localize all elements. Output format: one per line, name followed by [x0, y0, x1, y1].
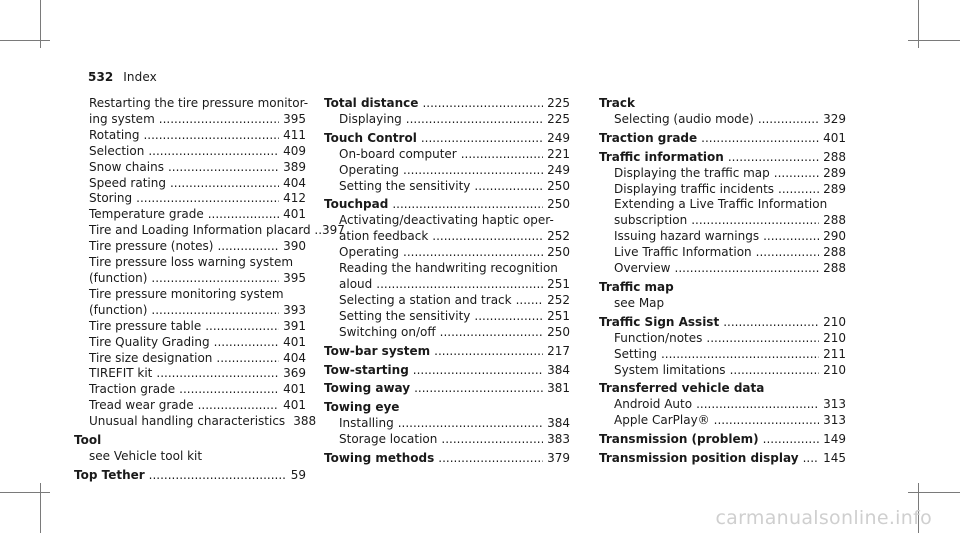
leader-dots [758, 112, 819, 128]
leader-dots [441, 432, 543, 448]
entry-text: Touchpad [324, 197, 389, 212]
index-subentry [324, 229, 570, 245]
entry-text: Traffic map [599, 279, 674, 294]
page-reference: 390 [283, 239, 306, 254]
leader-dots [179, 382, 279, 398]
leader-dots [208, 207, 279, 223]
index-subentry [599, 413, 846, 429]
page-reference: 388 [293, 414, 317, 429]
leader-dots [675, 261, 820, 277]
index-heading [324, 344, 570, 360]
index-heading [324, 451, 570, 467]
index-subentry [599, 347, 846, 363]
index-subentry [324, 112, 570, 128]
page-reference: 225 [547, 96, 570, 110]
page-reference: 225 [547, 111, 570, 126]
entry-text: Towing eye [324, 400, 400, 415]
leader-dots [434, 344, 543, 360]
page-reference: 401 [823, 130, 846, 145]
leader-dots [217, 239, 279, 255]
index-heading [599, 432, 846, 448]
entry-text: Displaying traffic incidents [614, 181, 775, 196]
entry-text: Rotating [89, 127, 140, 142]
leader-dots [756, 245, 819, 261]
leader-dots [198, 398, 279, 414]
entry-text: TIREFIT kit [89, 366, 153, 381]
page-reference: 401 [283, 382, 306, 397]
leader-dots [474, 179, 543, 195]
index-subentry [599, 213, 846, 229]
entry-text: Reading the handwriting recognition [339, 261, 558, 276]
leader-dots [421, 131, 543, 147]
page-reference: 221 [547, 146, 570, 161]
crop-mark [908, 40, 960, 41]
index-subentry [74, 414, 317, 430]
page-reference: 381 [547, 381, 570, 396]
entry-text: Operating [339, 245, 399, 260]
index-subentry [324, 277, 570, 293]
index-subentry [74, 255, 306, 271]
leader-dots [461, 147, 543, 163]
leader-dots [376, 277, 543, 293]
entry-text: Temperature grade [89, 207, 204, 222]
index-subentry [599, 261, 846, 277]
page-reference: 369 [283, 366, 306, 381]
page-reference: 250 [547, 197, 570, 212]
index-subentry [599, 245, 846, 261]
entry-text: aloud [339, 276, 373, 291]
leader-dots [474, 309, 543, 325]
index-subentry [74, 96, 309, 112]
leader-dots [392, 197, 543, 213]
entry-text: Storing [89, 191, 133, 206]
page-header [88, 70, 157, 84]
leader-dots [413, 363, 543, 379]
entry-text: Tire pressure table [89, 318, 202, 333]
leader-dots [422, 96, 543, 112]
page-reference: 288 [823, 213, 846, 228]
crop-mark [40, 483, 41, 533]
leader-dots [205, 319, 279, 335]
entry-text: Overview [614, 261, 671, 276]
page-reference: 412 [283, 191, 306, 206]
leader-dots [728, 150, 819, 166]
entry-text: Unusual handling characteristics [89, 414, 286, 429]
index-subentry [74, 398, 306, 414]
page-reference: 251 [547, 276, 570, 291]
entry-text: Tire size designation [89, 350, 213, 365]
page-reference: 289 [823, 181, 846, 196]
index-heading [324, 400, 570, 416]
leader-dots [516, 293, 543, 309]
page-reference: 389 [283, 159, 306, 174]
leader-dots [159, 112, 279, 128]
index-heading [324, 131, 570, 147]
page-reference: 289 [823, 165, 846, 180]
index-subentry [324, 179, 570, 195]
leader-dots [151, 303, 279, 319]
index-subentry [599, 166, 846, 182]
page-reference: 210 [823, 362, 846, 377]
entry-text: Transmission (problem) [599, 432, 759, 447]
leader-dots [763, 229, 819, 245]
crop-mark [908, 492, 960, 493]
entry-text: Tire and Loading Information placard .. [89, 223, 323, 238]
index-subentry [74, 351, 306, 367]
page-reference: 145 [823, 451, 846, 466]
index-subentry [74, 449, 306, 465]
entry-text: ation feedback [339, 229, 429, 244]
index-subentry [324, 163, 570, 179]
entry-text: Tire pressure loss warning system [89, 255, 294, 270]
entry-text: Activating/deactivating haptic oper- [339, 213, 554, 228]
index-subentry [599, 363, 846, 379]
entry-text: Issuing hazard warnings [614, 229, 760, 244]
entry-text: Live Traffic Information [614, 245, 752, 260]
page-reference: 249 [547, 130, 570, 145]
entry-text: Displaying the traffic map [614, 165, 770, 180]
leader-dots [714, 413, 819, 429]
entry-text: ing system [89, 111, 155, 126]
index-heading [599, 131, 846, 147]
index-subentry [324, 245, 570, 261]
page-reference: 251 [547, 308, 570, 323]
entry-text: Android Auto [614, 397, 693, 412]
page-reference: 288 [823, 245, 846, 260]
entry-text: Tow-bar system [324, 343, 431, 358]
index-subentry [599, 182, 846, 198]
page-reference: 290 [823, 229, 846, 244]
page-reference: 401 [283, 207, 306, 222]
leader-dots [136, 191, 279, 207]
entry-text: Setting [614, 346, 657, 361]
page-reference: 384 [547, 416, 570, 431]
leader-dots [438, 451, 543, 467]
leader-dots [763, 432, 819, 448]
page-reference: 250 [547, 324, 570, 339]
index-heading [324, 381, 570, 397]
entry-text: Selection [89, 143, 145, 158]
page-reference: 391 [283, 318, 306, 333]
index-heading [324, 96, 570, 112]
leader-dots [691, 213, 819, 229]
index-subentry [74, 160, 306, 176]
index-column-1 [74, 96, 345, 484]
entry-text: Storage location [339, 432, 438, 447]
page-reference: 149 [823, 432, 846, 447]
page-reference: 211 [823, 346, 846, 361]
leader-dots [723, 315, 819, 331]
index-subentry [74, 191, 306, 207]
entry-text: see Vehicle tool kit [89, 448, 203, 463]
leader-dots [170, 176, 279, 192]
index-subentry [74, 223, 345, 239]
leader-dots [730, 363, 820, 379]
page-reference: 288 [823, 149, 846, 164]
entry-text: Selecting a station and track [339, 292, 512, 307]
leader-dots [148, 144, 279, 160]
entry-text: Towing methods [324, 451, 435, 466]
leader-dots [696, 397, 819, 413]
index-subentry [324, 147, 570, 163]
entry-text: Transmission position display [599, 451, 799, 466]
index-heading [324, 197, 570, 213]
leader-dots [701, 131, 819, 147]
page-reference: 210 [823, 314, 846, 329]
page-reference: 404 [283, 175, 306, 190]
entry-text: Tire Quality Grading [89, 334, 210, 349]
entry-text: Switching on/off [339, 324, 436, 339]
index-subentry [74, 176, 306, 192]
leader-dots [803, 451, 820, 467]
page-reference: 384 [547, 362, 570, 377]
leader-dots [414, 381, 543, 397]
leader-dots [151, 271, 279, 287]
index-subentry [74, 382, 306, 398]
page-reference: 383 [547, 432, 570, 447]
entry-text: Operating [339, 162, 399, 177]
index-subentry [74, 112, 306, 128]
index-subentry [599, 229, 846, 245]
page-reference: 404 [283, 350, 306, 365]
index-subentry [324, 325, 570, 341]
page-reference: 313 [823, 413, 846, 428]
index-heading [599, 315, 846, 331]
entry-text: Tire pressure monitoring system [89, 286, 284, 301]
index-heading [599, 150, 846, 166]
index-heading [599, 280, 846, 296]
page-reference: 393 [283, 302, 306, 317]
entry-text: Tool [74, 433, 102, 448]
entry-text: Traction grade [89, 382, 176, 397]
entry-text: Tire pressure (notes) [89, 239, 214, 254]
page-reference: 217 [547, 343, 570, 358]
index-column-3 [599, 96, 846, 467]
page-reference: 288 [823, 261, 846, 276]
entry-text: Setting the sensitivity [339, 308, 471, 323]
page-reference: 250 [547, 245, 570, 260]
index-heading [599, 381, 846, 397]
leader-dots [661, 347, 819, 363]
leader-dots [403, 163, 543, 179]
entry-text: subscription [614, 213, 688, 228]
page-reference: 249 [547, 162, 570, 177]
index-subentry [599, 197, 846, 213]
index-subentry [324, 261, 570, 277]
page-number: 532 [88, 70, 114, 84]
index-heading [324, 363, 570, 379]
leader-dots [406, 112, 543, 128]
entry-text: Installing [339, 416, 394, 431]
index-subentry [599, 112, 846, 128]
leader-dots [706, 331, 819, 347]
index-subentry [74, 271, 306, 287]
index-heading [599, 96, 846, 112]
page-reference: 379 [547, 451, 570, 466]
index-subentry [74, 366, 306, 382]
entry-text: Top Tether [74, 467, 145, 482]
leader-dots [216, 351, 279, 367]
entry-text: Selecting (audio mode) [614, 111, 754, 126]
entry-text: On-board computer [339, 146, 457, 161]
entry-text: Extending a Live Traffic Information [614, 197, 828, 212]
index-heading [599, 451, 846, 467]
leader-dots [440, 325, 543, 341]
index-subentry [324, 432, 570, 448]
entry-text: Setting the sensitivity [339, 178, 471, 193]
entry-text: Speed rating [89, 175, 166, 190]
index-subentry [599, 397, 846, 413]
index-subentry [324, 416, 570, 432]
index-subentry [599, 296, 846, 312]
page-reference: 395 [283, 270, 306, 285]
watermark: carmanualsonline.info [715, 507, 932, 529]
entry-text: Traffic Sign Assist [599, 314, 720, 329]
entry-text: Track [599, 96, 635, 110]
entry-text: Apple CarPlay® [614, 413, 710, 428]
page-reference: 250 [547, 178, 570, 193]
page-reference: 401 [283, 334, 306, 349]
page-title: Index [123, 70, 157, 84]
leader-dots [774, 166, 819, 182]
entry-text: System limitations [614, 362, 726, 377]
entry-text: Traction grade [599, 130, 698, 145]
page-reference: 397 [322, 223, 345, 238]
page-reference: 329 [823, 111, 846, 126]
index-subentry [324, 293, 570, 309]
entry-text: Tow-starting [324, 362, 409, 377]
entry-text: Transferred vehicle data [599, 381, 765, 396]
index-subentry [324, 309, 570, 325]
page-reference: 409 [283, 143, 306, 158]
entry-text: Traffic information [599, 149, 724, 164]
entry-text: (function) [89, 270, 148, 285]
index-column-2 [324, 96, 570, 467]
entry-text: (function) [89, 302, 148, 317]
leader-dots [156, 366, 279, 382]
entry-text: Displaying [339, 111, 402, 126]
leader-dots [778, 182, 819, 198]
index-heading [74, 433, 306, 449]
index-subentry [74, 319, 306, 335]
entry-text: Restarting the tire pressure monitor- [89, 96, 309, 110]
leader-dots [149, 468, 287, 484]
index-subentry [324, 213, 570, 229]
page-reference: 401 [283, 398, 306, 413]
page-reference: 59 [290, 467, 306, 482]
leader-dots [398, 416, 543, 432]
index-subentry [74, 207, 306, 223]
leader-dots [143, 128, 279, 144]
index-subentry [74, 303, 306, 319]
page-reference: 252 [547, 229, 570, 244]
page-reference: 411 [283, 127, 306, 142]
leader-dots [403, 245, 543, 261]
crop-mark [0, 40, 50, 41]
entry-text: see Map [614, 295, 665, 310]
leader-dots [168, 160, 279, 176]
index-subentry [74, 287, 306, 303]
entry-text: Function/notes [614, 330, 703, 345]
page-reference: 395 [283, 111, 306, 126]
index-subentry [74, 128, 306, 144]
entry-text: Tread wear grade [89, 398, 194, 413]
index-heading [74, 468, 306, 484]
entry-text: Snow chains [89, 159, 164, 174]
leader-dots [214, 335, 279, 351]
index-subentry [599, 331, 846, 347]
index-subentry [74, 144, 306, 160]
entry-text: Touch Control [324, 130, 417, 145]
index-subentry [74, 239, 306, 255]
page-reference: 252 [547, 292, 570, 307]
page-reference: 210 [823, 330, 846, 345]
entry-text: Towing away [324, 381, 411, 396]
entry-text: Total distance [324, 96, 419, 110]
page-reference: 313 [823, 397, 846, 412]
index-subentry [74, 335, 306, 351]
leader-dots [432, 229, 543, 245]
crop-mark [0, 492, 50, 493]
